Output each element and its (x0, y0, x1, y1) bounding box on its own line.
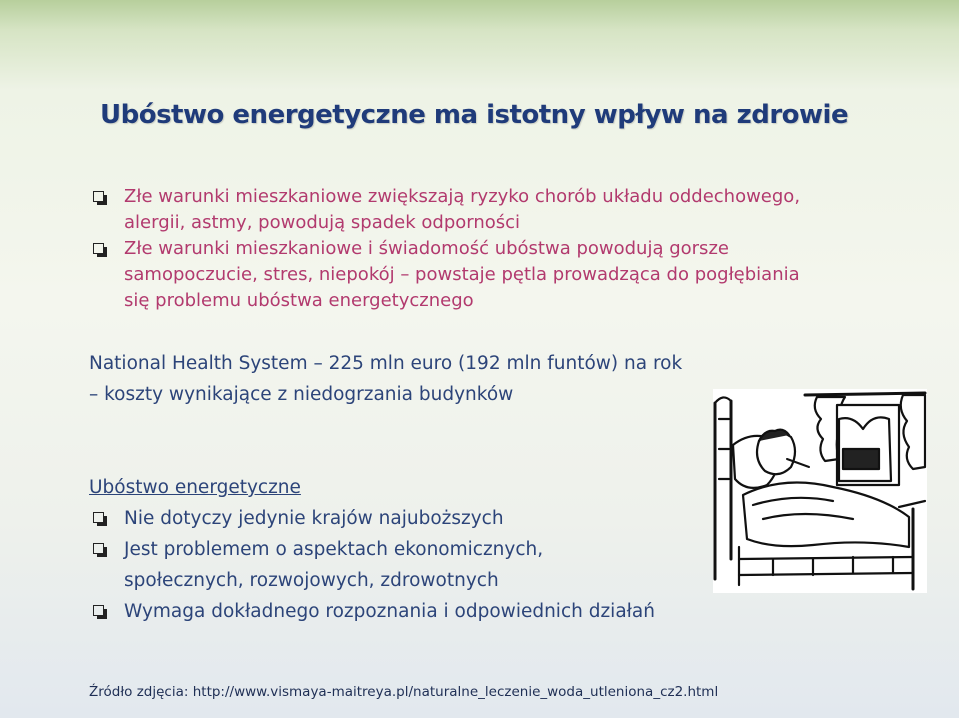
checkbox-bullet-icon (93, 605, 104, 616)
list-item: Złe warunki mieszkaniowe i świadomość ubóstwa powodują gorsze samopoczucie, stres, niepokój – powstaje pętla prowadząca do pogłębiania się problemu ubóstwa energetycznego (93, 236, 800, 314)
list-item: Złe warunki mieszkaniowe zwiększają ryzyko chorób układu oddechowego, alergii, astmy, powodują spadek odporności (93, 184, 800, 236)
bottom-bullet-list (93, 503, 655, 627)
image-source-caption: Źródło zdjęcia: http://www.vismaya-maitreya.pl/naturalne_leczenie_woda_utleniona_cz2.html (89, 684, 719, 700)
slide-title: Ubóstwo energetyczne ma istotny wpływ na zdrowie (100, 100, 849, 130)
bed-illustration (713, 389, 927, 593)
checkbox-bullet-icon (93, 243, 104, 254)
checkbox-bullet-icon (93, 543, 104, 554)
list-item: Wymaga dokładnego rozpoznania i odpowiednich działań (93, 596, 655, 627)
nhs-line-1: National Health System – 225 mln euro (192 mln funtów) na rok (89, 353, 683, 374)
checkbox-bullet-icon (93, 191, 104, 202)
section-heading: Ubóstwo energetyczne (89, 477, 301, 498)
sick-man-in-bed-icon (713, 389, 927, 593)
checkbox-bullet-icon (93, 512, 104, 523)
nhs-line-2: – koszty wynikające z niedogrzania budynków (89, 384, 514, 405)
top-bullet-list (93, 184, 800, 314)
list-item: Jest problemem o aspektach ekonomicznych, społecznych, rozwojowych, zdrowotnych (93, 534, 655, 596)
list-item: Nie dotyczy jedynie krajów najuboższych (93, 503, 655, 534)
